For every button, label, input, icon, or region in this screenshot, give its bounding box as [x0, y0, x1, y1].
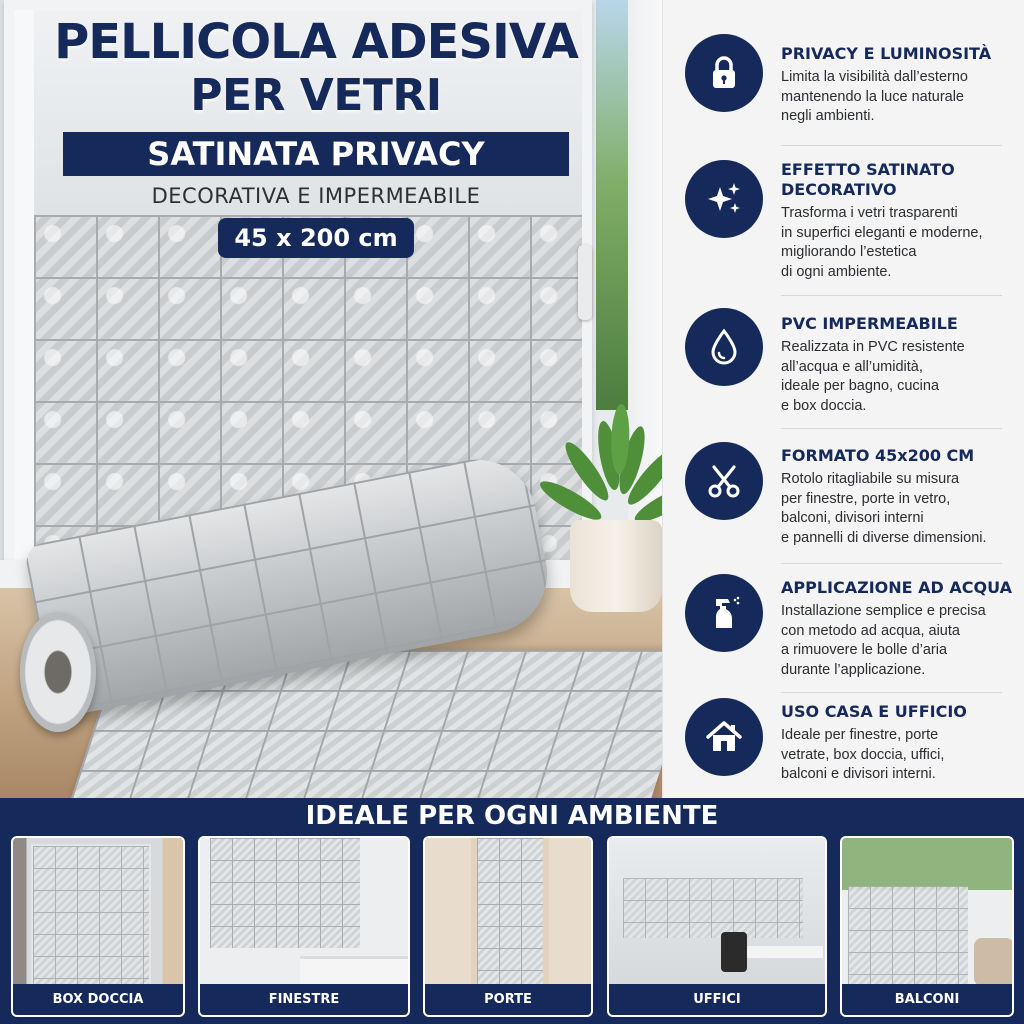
room-label: PORTE [425, 984, 591, 1015]
outdoor-view [596, 0, 630, 410]
feature-title: USO CASA E UFFICIO [781, 702, 967, 721]
room-label: FINESTRE [200, 984, 408, 1015]
divider [781, 145, 1002, 146]
room-card-offices [607, 836, 827, 1017]
feature-title: APPLICAZIONE AD ACQUA [781, 578, 1012, 597]
room-card-shower [11, 836, 185, 1017]
feature-description: Trasforma i vetri trasparenti in superfici eleganti e moderne, migliorando l’estetica di ogni ambiente. [781, 205, 983, 280]
feature-title: PRIVACY E LUMINOSITÀ [781, 44, 992, 63]
scissors-icon [685, 442, 763, 520]
divider [781, 428, 1002, 429]
house-icon [685, 698, 763, 776]
doors-image [425, 838, 591, 986]
feature-title: EFFETTO SATINATO DECORATIVO [781, 160, 955, 199]
title-block [36, 14, 596, 258]
title-banner: SATINATA PRIVACY [63, 132, 569, 176]
feature-description: Realizzata in PVC resistente all’acqua e all’umidità, ideale per bagno, cucina e box doccia. [781, 339, 965, 414]
room-label: BOX DOCCIA [13, 984, 183, 1015]
spray-bottle-icon [685, 574, 763, 652]
room-card-doors [423, 836, 593, 1017]
feature-title: PVC IMPERMEABILE [781, 314, 958, 333]
product-title-line1: PELLICOLA ADESIVA [54, 14, 578, 70]
product-subtitle: DECORATIVA E IMPERMEABILE [151, 184, 481, 208]
product-title-line2: PER VETRI [190, 70, 442, 121]
water-drop-icon [685, 308, 763, 386]
feature-description: Ideale per finestre, porte vetrate, box doccia, uffici, balconi e divisori interni. [781, 727, 945, 782]
potted-plant [548, 390, 662, 620]
room-label: UFFICI [609, 984, 825, 1015]
room-label: BALCONI [842, 984, 1012, 1015]
room-card-balconies [840, 836, 1014, 1017]
sparkle-icon [685, 160, 763, 238]
feature-description: Installazione semplice e precisa con metodo ad acqua, aiuta a rimuovere le bolle d’aria durante l’applicazione. [781, 603, 986, 678]
film-roll-end [20, 612, 96, 732]
feature-description: Rotolo ritagliabile su misura per finestre, porte in vetro, balconi, divisori interni e pannelli di diverse dimensioni. [781, 471, 987, 546]
feature-title: FORMATO 45x200 CM [781, 446, 975, 465]
bottom-title: IDEALE PER OGNI AMBIENTE [305, 801, 719, 831]
size-badge: 45 x 200 cm [218, 218, 414, 258]
offices-image [609, 838, 825, 986]
divider [781, 692, 1002, 693]
lock-icon [685, 34, 763, 112]
feature-description: Limita la visibilità dall’esterno mantenendo la luce naturale negli ambienti. [781, 69, 968, 124]
balconies-image [842, 838, 1012, 986]
shower-image [13, 838, 183, 986]
room-card-windows [198, 836, 410, 1017]
features-panel [662, 0, 1024, 798]
windows-image [200, 838, 408, 986]
divider [781, 563, 1002, 564]
divider [781, 295, 1002, 296]
